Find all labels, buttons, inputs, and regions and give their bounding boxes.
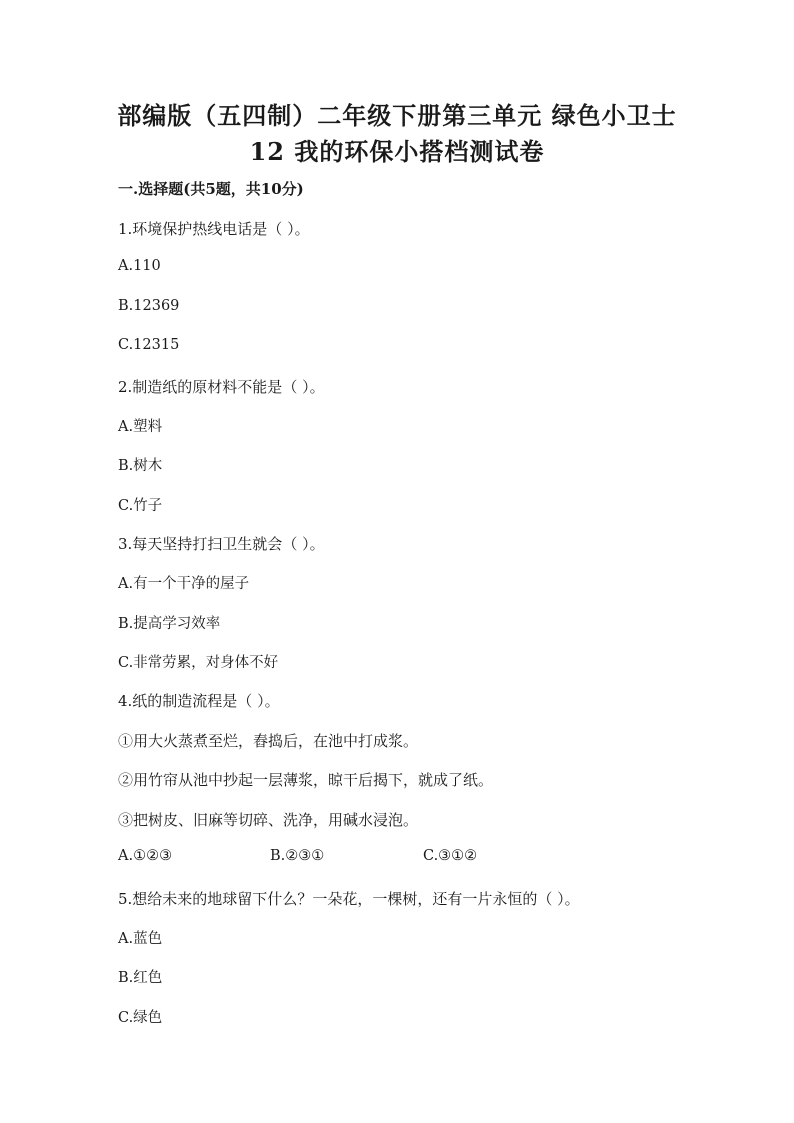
question-3-option-c: C.非常劳累，对身体不好: [118, 655, 279, 671]
question-4-stem: 4.纸的制造流程是（ ）。: [118, 692, 280, 710]
question-5-option-b: B.红色: [118, 970, 163, 986]
question-1-option-a: A.110: [118, 258, 161, 274]
question-1-option-c: C.12315: [118, 337, 180, 353]
question-3-stem: 3.每天坚持打扫卫生就会（ ）。: [118, 535, 325, 553]
question-3-option-a: A.有一个干净的屋子: [118, 576, 250, 592]
question-5-option-a: A.蓝色: [118, 931, 163, 947]
question-4-option-a: A.①②③: [118, 848, 173, 864]
question-2-option-c: C.竹子: [118, 498, 163, 514]
question-2-stem: 2.制造纸的原材料不能是（ ）。: [118, 378, 325, 396]
question-4-option-c: C.③①②: [423, 848, 478, 864]
question-5-stem: 5.想给未来的地球留下什么？一朵花，一棵树，还有一片永恒的（ ）。: [118, 890, 580, 908]
question-2-option-b: B.树木: [118, 458, 163, 474]
question-4-step-3: ③把树皮、旧麻等切碎、洗净，用碱水浸泡。: [118, 811, 419, 829]
question-3-option-b: B.提高学习效率: [118, 616, 221, 632]
page-subtitle: 12 我的环保小搭档测试卷: [249, 137, 545, 166]
question-5-option-c: C.绿色: [118, 1010, 163, 1026]
question-1-stem: 1.环境保护热线电话是（ ）。: [118, 220, 310, 238]
question-4-step-2: ②用竹帘从池中抄起一层薄浆，晾干后揭下，就成了纸。: [118, 771, 494, 789]
question-4-option-b: B.②③①: [270, 848, 325, 864]
question-4-options: [118, 848, 718, 870]
question-4-step-1: ①用大火蒸煮至烂，舂捣后，在池中打成浆。: [118, 732, 419, 750]
question-2-option-a: A.塑料: [118, 419, 163, 435]
question-1-option-b: B.12369: [118, 298, 180, 314]
section-heading: 一.选择题(共5题，共10分): [118, 180, 304, 198]
page-title: 部编版（五四制）二年级下册第三单元 绿色小卫士: [117, 101, 677, 130]
